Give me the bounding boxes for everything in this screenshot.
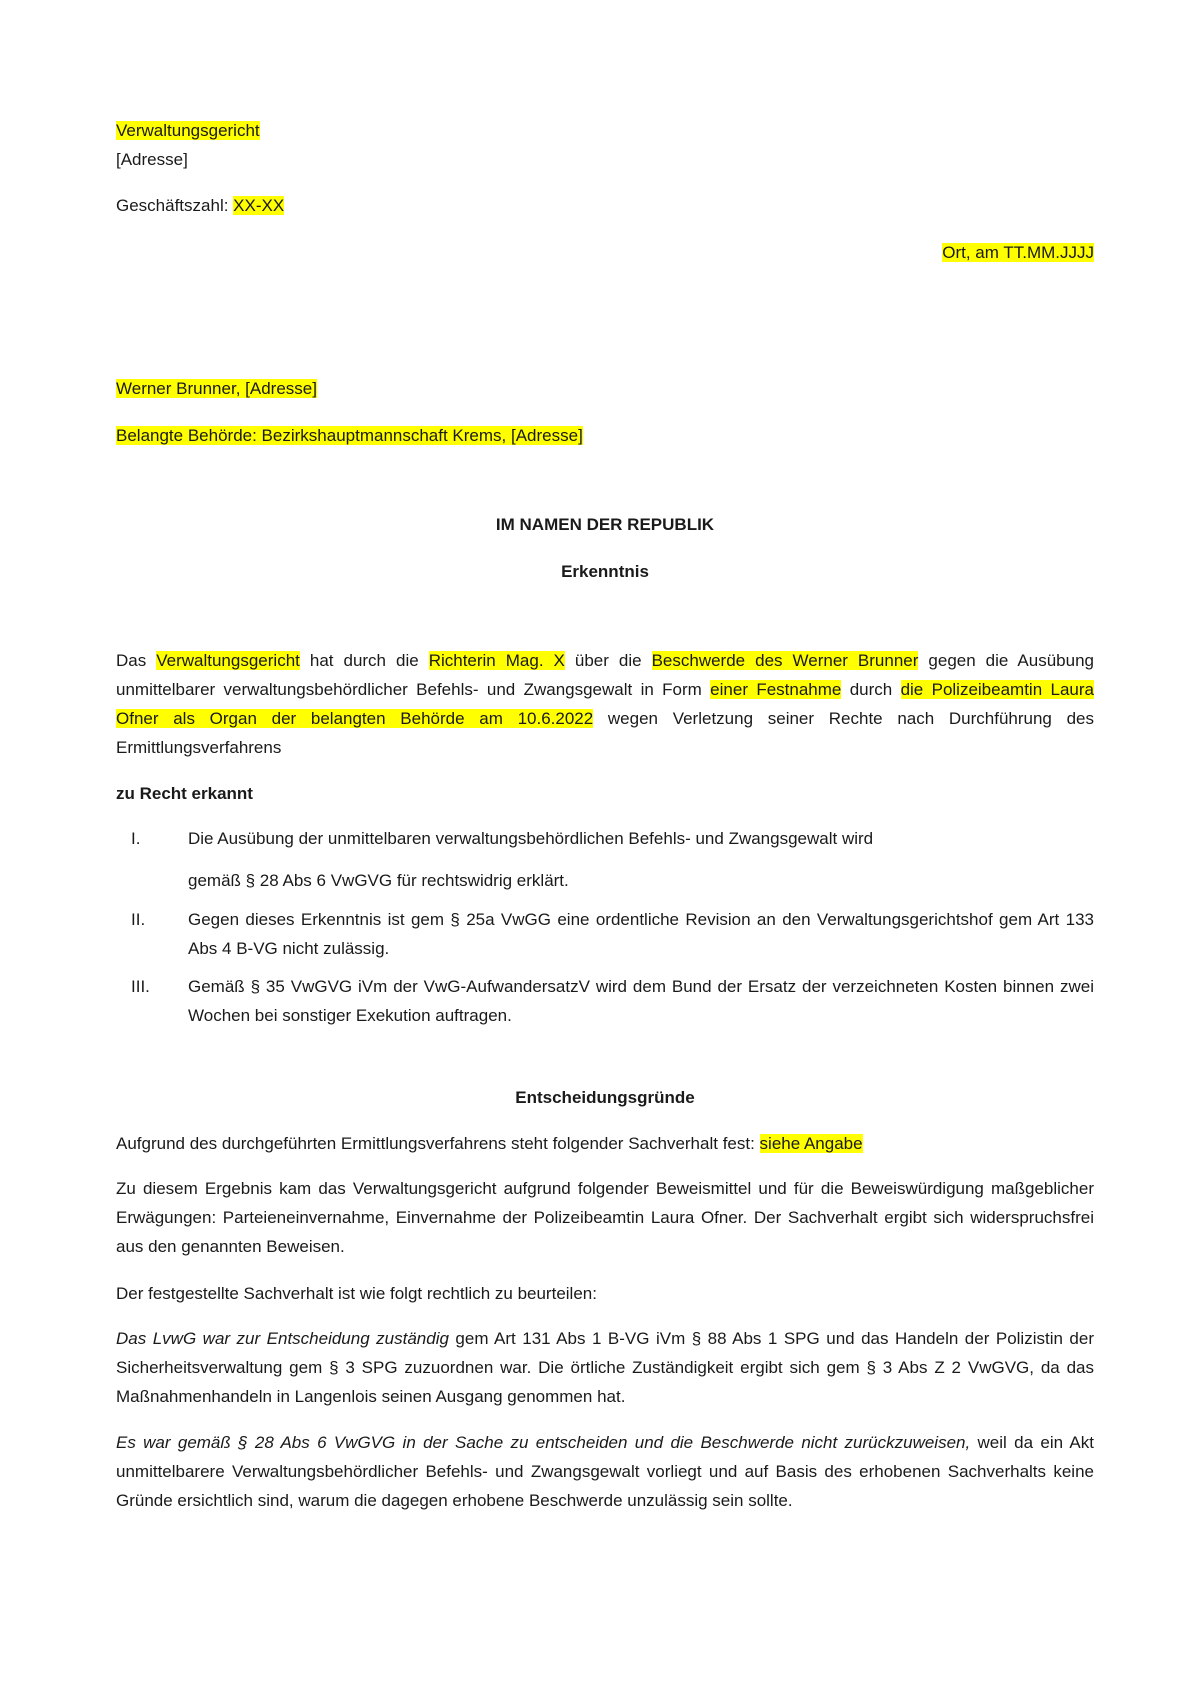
authority: Belangte Behörde: Bezirkshauptmannschaft Krems, [Adresse] <box>116 426 583 445</box>
ruling-item-text: Gegen dieses Erkenntnis ist gem § 25a VwGG eine ordentliche Revision an den Verwaltungsgerichtshof gem Art 133 Abs 4 B-VG nicht zulässig. <box>188 910 1094 958</box>
intro-text-2: hat durch die <box>299 651 429 670</box>
intro-judge: Richterin Mag. X <box>428 651 565 670</box>
merits-lead: Es war gemäß § 28 Abs 6 VwGVG in der Sache zu entscheiden und die Beschwerde nicht zurückzuweisen, <box>116 1433 971 1452</box>
intro-text-1: Das <box>116 651 157 670</box>
place-date: Ort, am TT.MM.JJJJ <box>942 243 1094 262</box>
case-number-line <box>116 191 1094 220</box>
ruling-item-line: gemäß § 28 Abs 6 VwGVG für rechtswidrig erklärt. <box>188 871 569 890</box>
ruling-item-3 <box>116 972 1094 1032</box>
ruling-item-number: III. <box>131 977 150 996</box>
place-date-line <box>116 238 1094 267</box>
jurisdiction-lead: Das LvwG war zur Entscheidung zuständig <box>116 1329 449 1348</box>
evidence-paragraph: Zu diesem Ergebnis kam das Verwaltungsgericht aufgrund folgender Beweismittel und für die Beweiswürdigung maßgeblicher Erwägungen: Parteieneinvernahme, Einvernahme der Polizeibeamtin Laura Ofner. Der Sachverhalt ergibt sich widerspruchsfrei aus den genannten Beweisen. <box>116 1179 1094 1256</box>
intro-complaint: Beschwerde des Werner Brunner <box>651 651 919 670</box>
ruling-item-text: Gemäß § 35 VwGVG iVm der VwG-AufwandersatzV wird dem Bund der Ersatz der verzeichneten Kosten binnen zwei Wochen bei sonstiger Exekution auftragen. <box>188 977 1094 1025</box>
authority-line <box>116 421 1094 450</box>
facts-text: Aufgrund des durchgeführten Ermittlungsverfahrens steht folgender Sachverhalt fest: <box>116 1134 760 1153</box>
intro-text-4: gegen die Ausübung unmittelbarer verwaltungsbehördlicher Befehls- und Zwangsgewalt in Form <box>116 651 1094 699</box>
complainant: Werner Brunner, [Adresse] <box>116 379 317 398</box>
facts-reference: siehe Angabe <box>759 1134 863 1153</box>
ruling-item-number: II. <box>131 910 146 929</box>
ruling-item-2 <box>116 905 1094 965</box>
heading-republic: IM NAMEN DER REPUBLIK <box>495 515 715 534</box>
court-name: Verwaltungsgericht <box>116 121 260 140</box>
complainant-line <box>116 374 1094 403</box>
court-name-line <box>116 116 1094 145</box>
heading-decision: Erkenntnis <box>561 562 649 581</box>
ruling-item-1 <box>116 824 1094 894</box>
jurisdiction-text: gem Art 131 Abs 1 B-VG iVm § 88 Abs 1 SPG und das Handeln der Polizistin der Sicherheitsverwaltung gem § 3 SPG zuzuordnen war. Die örtliche Zuständigkeit ergibt sich gem § 3 Abs Z 2 VwGVG, da das Maßnahmenhandeln in Langenlois seinen Ausgang genommen hat. <box>116 1329 1094 1406</box>
merits-text: weil da ein Akt unmittelbarere Verwaltungsbehördlicher Befehls- und Zwangsgewalt vorliegt und auf Basis des erhobenen Sachverhalts keine Gründe ersichtlich sind, warum die dagegen erhobene Beschwerde unzulässig sein sollte. <box>116 1433 1094 1510</box>
heading-reasons: Entscheidungsgründe <box>515 1088 695 1107</box>
intro-measure: einer Festnahme <box>710 680 842 699</box>
ruling-label: zu Recht erkannt <box>116 784 253 803</box>
ruling-item-line: Die Ausübung der unmittelbaren verwaltungsbehördlichen Befehls- und Zwangsgewalt wird <box>188 829 874 848</box>
intro-text-6: wegen Verletzung seiner Rechte nach Durchführung des Ermittlungsverfahrens <box>116 709 1095 757</box>
case-number: XX-XX <box>233 196 285 215</box>
intro-text-3: über die <box>564 651 652 670</box>
ruling-item-number: I. <box>131 829 141 848</box>
facts-paragraph <box>116 1129 1094 1158</box>
legal-assessment-intro: Der festgestellte Sachverhalt ist wie folgt rechtlich zu beurteilen: <box>116 1284 597 1303</box>
merits-paragraph <box>116 1428 1094 1515</box>
intro-text-5: durch <box>841 680 901 699</box>
intro-officer: die Polizeibeamtin Laura Ofner als Organ der belangten Behörde am 10.6.2022 <box>116 680 1094 728</box>
case-number-label: Geschäftszahl: <box>116 196 234 215</box>
intro-court: Verwaltungsgericht <box>156 651 300 670</box>
intro-paragraph <box>116 646 1094 762</box>
court-address: [Adresse] <box>116 150 188 169</box>
jurisdiction-paragraph <box>116 1324 1094 1411</box>
